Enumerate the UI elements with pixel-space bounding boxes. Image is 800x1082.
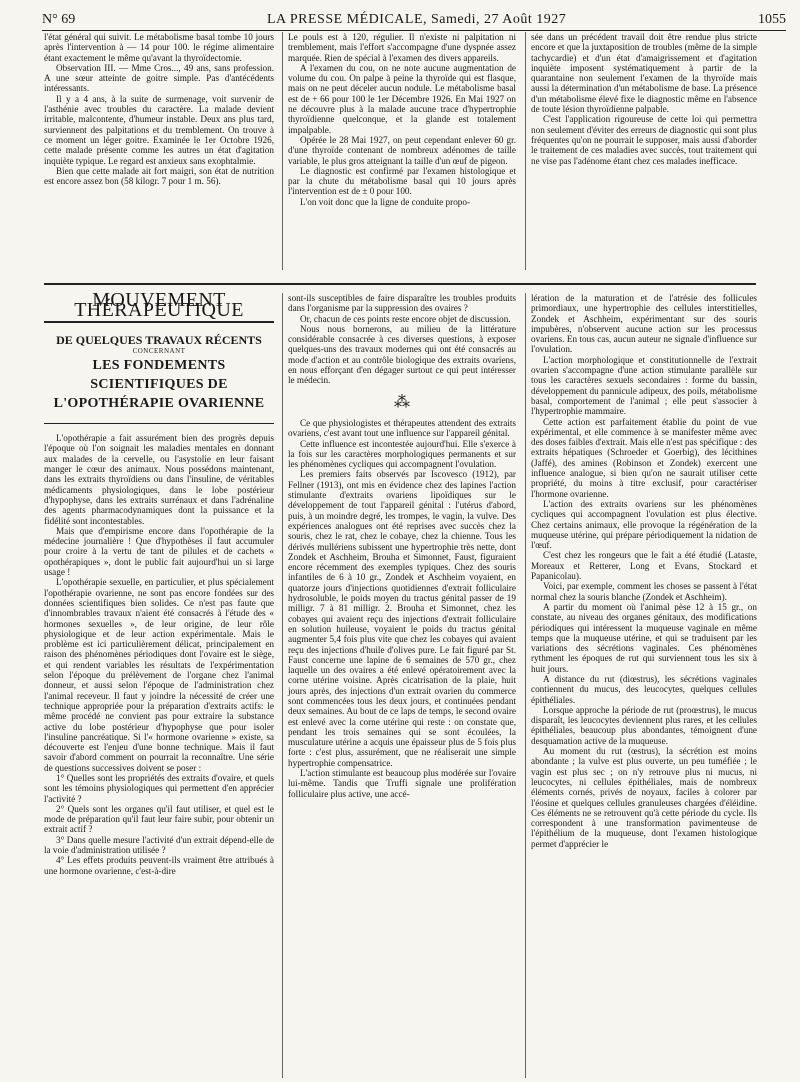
column-rule bbox=[525, 32, 526, 270]
paragraph: L'on voit donc que la ligne de conduite propo- bbox=[300, 196, 471, 207]
column-rule bbox=[282, 32, 283, 270]
journal-title: LA PRESSE MÉDICALE, Samedi, 27 Août 1927 bbox=[266, 12, 567, 27]
column-rule bbox=[282, 293, 283, 1078]
page-header bbox=[42, 6, 786, 31]
paragraph: L'opothérapie sexuelle, en particulier, et plus spécialement l'opothérapie ovarienne, ne sont pas encore fondées sur des données scientifiques bien solides. Ce n'est pas faute que d'innombrables travaux n'aient été consacrés à l'étude des « hormones sexuelles », de leur origine, de leur rôle physiologique et de leur action expérimentale. Mais le problème est ici particulièrement délicat, principalement en raison des phénomènes périodiques dont l'ovaire est le siège, et qui rendent variables les résultats de l'expérimentation selon l'époque du prélèvement de l'organe chez l'animal donneur, et aussi selon l'époque de l'administration chez l'animal receveur. Il faut y joindre la nécessité de créer une technique appropriée pour la préparation d'extraits actifs: le même procédé ne convient pas pour extraire la substance active du lobe postérieur d'hypophyse que pour isoler l'insuline pancréatique. Si l'« hormone ovarienne » existe, sa découverte est l'enjeu d'une bonne technique. Mais il faut savoir d'abord comment on pourrait la reconnaître. Une série de questions successives doivent se poser : bbox=[44, 577, 274, 773]
paragraph: Les premiers faits observés par Iscovesco (1912), par Fellner (1913), ont mis en évidence chez des lapines l'action stimulante d'extraits ovariens lipoïdiques sur le développement de tout l'appareil génital : l'utérus d'abord, puis, à un moindre degré, les trompes, le vagin, la vulve. Des expériences analogues ont été reprises avec succès chez la souris, chez le rat, chez le cobaye, chez la chienne. Tous les dérivés mullériens subissent une hypertrophie très nette, dont Zondek et Aschheim, Brouha et Simonnet, Faust, figuraient encore récemment des exemples typiques. Chez des souris infantiles de 6 à 10 gr., Zondek et Aschheim voyaient, en quatorze jours d'injections quotidiennes d'extrait folliculaire hydrosoluble, le poids moyen du tractus génital passer de 19 milligr. 7 à 81 milligr. 2. Brouha et Simonnet, chez les cobayes qui avaient reçu des injections d'extrait folliculaire en solution huileuse, voyaient le poids du tractus génital augmenter 5,4 fois plus vite que chez les cobayes qui avaient reçu des injections d'huile d'olives pure. Le fait figuré par St. Faust concerne une lapine de 6 semaines de 570 gr., chez laquelle un des ovaires a été enlevé opératoirement avec la corne utérine voisine. Après cicatrisation de la plaie, huit jours après, des injections d'un extrait ovarien du commerce sont commencées tous les deux jours, et continuées pendant deux semaines. Au bout de ce laps de temps, le second ovaire est enlevé avec la corne utérine qui reste : on constate que, pendant les trois semaines qui se sont écoulées, la musculature utérine a acquis une épaisseur plus de 5 fois plus forte : c'est plus, assurément, que ne réaliserait une simple hypertrophie compensatrice. bbox=[288, 469, 516, 768]
paragraph: Le diagnostic est confirmé par l'examen histologique et par la chute du métabolisme basal qui 10 jours après l'intervention est de ± 0 pour 100. bbox=[288, 165, 516, 197]
top-column-3 bbox=[531, 32, 757, 166]
title-rule bbox=[44, 423, 274, 424]
paragraph: Observation III. — Mme Cros..., 49 ans, sans profession. A une sœur atteinte de goitre simple. Pas d'antécédents intéressants. bbox=[44, 62, 274, 94]
paragraph: Il y a 4 ans, à la suite de surmenage, voit survenir de l'asthénie avec troubles du caractère. La malade devient irritable, malcontente, d'humeur instable. Deux ans plus tard, surviennent des palpitations et du tremblement. On trouve à ce moment un léger goitre. Examinée le 1er Octobre 1926, cette malade présente comme les autres un état d'agitation inquiète typique. Le regard est anxieux sans exophtalmie. bbox=[44, 93, 274, 166]
article-column-1-text bbox=[44, 433, 274, 876]
paragraph: Bien que cette malade ait fort maigri, son état de nutrition est encore assez bon (58 kilogr. 7 pour 1 m. 56). bbox=[44, 165, 274, 187]
paragraph: sée dans un précédent travail doit être rendue plus stricte encore et que la juxtaposition de troubles (même de la simple tachycardie) et d'un état d'amaigrissement et d'agitation inquiète imposent systématiquement à partir de la quarantaine non seulement l'examen de la thyroïde mais aussi la détermination d'un métabolisme de base. La présence d'un métabolisme élevé fixe le diagnostic même en l'absence de toute lésion thyroïdienne palpable. bbox=[531, 32, 757, 115]
page-number: 1055 bbox=[757, 12, 786, 27]
paragraph: A l'examen du cou, on ne note aucune augmentation de volume du cou. On palpe à peine la thyroïde qui est flasque, mais on ne peut déceler aucun nodule. Le métabolisme basal est de + 66 pour 100 le 1er Décembre 1926. En Mai 1927 on ne découvre plus à la malade aucune trace d'hypertrophie thyroïdienne quelconque, et la glande est totalement impalpable. bbox=[288, 62, 516, 135]
article-column-2-text-b bbox=[288, 418, 516, 799]
issue-number: N° 69 bbox=[42, 12, 76, 27]
article-column-3-text bbox=[531, 293, 757, 849]
asterism: ⁂ bbox=[394, 393, 410, 411]
column-rule bbox=[525, 293, 526, 1078]
paragraph: Cette action est parfaitement établie du point de vue expérimental, et elle commence à se manifester même avec des doses faibles d'extrait. Mais elle n'est pas spécifique : des extraits hépatiques (Schroeder et Goerbig), des lécithines (Jaffé), des amines (Robinson et Zondek) exercent une influence analogue, si bien qu'on ne saurait utiliser cette propriété, du moins à titre exclusif, pour caractériser l'hormone ovarienne. bbox=[531, 416, 757, 499]
paragraph: L'action morphologique et constitutionnelle de l'extrait ovarien s'accompagne d'une action stimulante parallèle sur tous les caractères sexuels secondaires : forme du bassin, développement du pannicule adipeux, des poils, métabolisme basal, comportement de l'animal ; elle peut s'associer à l'hypertrophie mammaire. bbox=[531, 354, 757, 417]
paragraph: Opérée le 28 Mai 1927, on peut cependant enlever 60 gr. d'une thyroïde contenant de nombreux adénomes de taille variable, le plus gros atteignant la taille d'un œuf de pigeon. bbox=[288, 134, 516, 166]
paragraph: C'est chez les rongeurs que le fait a été étudié (Lataste, Moreaux et Retterer, Long et Evans, Stockard et Papanicolau). bbox=[531, 550, 757, 582]
paragraph: L'action stimulante est beaucoup plus modérée sur l'ovaire lui-même. Tandis que Truffi signale une prolifération folliculaire plus active, une accé- bbox=[288, 768, 516, 799]
article-column-1 bbox=[44, 289, 274, 876]
paragraph: 3° Dans quelle mesure l'activité d'un extrait dépend-elle de la voie d'administration utilisée ? bbox=[44, 834, 274, 856]
paragraph: A partir du moment où l'animal pèse 12 à 15 gr., on constate, au niveau des organes génitaux, des modifications périodiques qui intéressent la muqueuse vaginale en même temps que la muqueuse utérine, et qui se traduisent par les variations des sécrétions vaginales. Ces phénomènes rythment les époques de rut qui surviennent tous les six à huit jours. bbox=[531, 601, 757, 674]
paragraph: Nous nous bornerons, au milieu de la littérature considérable consacrée à ces diverses questions, à exposer quelques-uns des travaux modernes qui ont été consacrés au mode d'action et au contrôle biologique des extraits ovariens, en nous efforçant d'en dégager surtout ce qui peut intéresser le médecin. bbox=[288, 323, 516, 386]
paragraph: 2° Quels sont les organes qu'il faut utiliser, et quel est le mode de préparation qu'il faut leur faire subir, pour obtenir un extrait actif ? bbox=[44, 803, 274, 835]
paragraph: Ce que physiologistes et thérapeutes attendent des extraits ovariens, c'est avant tout une influence sur l'appareil génital. bbox=[288, 417, 516, 439]
paragraph: A distance du rut (diœstrus), les sécrétions vaginales contiennent du mucus, des leucocytes, quelques cellules épithéliales. bbox=[531, 673, 757, 705]
article-column-3 bbox=[531, 293, 757, 849]
article-concernant: CONCERNANT bbox=[132, 346, 186, 355]
paragraph: Au moment du rut (œstrus), la sécrétion est moins abondante ; la vulve est plus ouverte, un peu tuméfiée ; le vagin est plus sec ; on n'y retrouve plus ni mucus, ni leucocytes, ni cellules épithéliales, mais de nombreux éléments cornés, privés de noyaux, faciles à colorer par l'éosine et quelques cellules granuleuses chargées d'éléidine. Ces éléments ne se retrouvent qu'à cette période du cycle. Ils correspondent à une transformation pavimenteuse de l'épithélium de la muqueuse, dont l'examen histologique permet d'apprécier le bbox=[531, 746, 757, 849]
section-divider bbox=[44, 283, 756, 285]
paragraph: l'état général qui suivit. Le métabolisme basal tombe 10 jours après l'intervention à — 14 pour 100. le régime alimentaire étant exactement le même qu'avant la thyroïdectomie. bbox=[44, 32, 274, 63]
paragraph: L'opothérapie a fait assurément bien des progrès depuis l'époque où l'on soignait les maladies mentales en donnant aux malades de la cervelle, ou l'asystolie en leur faisant manger le cœur des animaux. Nous possédons maintenant, dans les extraits thyroïdiens ou dans l'insuline, de véritables médicaments physiologiques, dans le lobe postérieur d'hypophyse, dans les extraits surrénaux et dans l'adrénaline des agents pharmacodynamiques dont la puissance et la fidélité sont incontestables. bbox=[44, 433, 274, 526]
paragraph: Or, chacun de ces points reste encore objet de discussion. bbox=[300, 313, 511, 324]
paragraph: Cette influence est incontestée aujourd'hui. Elle s'exerce à la fois sur les caractères morphologiques permanents et sur les phénomènes cycliques qui accompagnent l'ovulation. bbox=[288, 438, 516, 470]
article-column-2 bbox=[288, 293, 516, 799]
paragraph: 1° Quelles sont les propriétés des extraits d'ovaire, et quels sont les témoins physiologiques qui permettent d'en apprécier l'activité ? bbox=[44, 772, 274, 804]
paragraph: Le pouls est à 120, régulier. Il n'existe ni palpitation ni tremblement, mais l'effort s'accompagne d'une dyspnée assez marquée. Rien de spécial à l'examen des divers appareils. bbox=[288, 32, 516, 63]
section-title: MOUVEMENT THÉRAPEUTIQUE bbox=[44, 293, 274, 323]
paragraph: C'est l'application rigoureuse de cette loi qui permettra non seulement d'éviter des erreurs de diagnostic qui sont plus fréquentes qu'on ne pourrait le supposer, mais aussi d'aborder le traitement de ces maladies avec succès, tout traitement qui ne vise pas l'adénome étant chez ces malades inefficace. bbox=[531, 114, 757, 166]
paragraph: 4° Les effets produits peuvent-ils vraiment être attribués à une hormone ovarienne, c'est-à-dire bbox=[44, 855, 274, 876]
paragraph: Voici, par exemple, comment les choses se passent à l'état normal chez la souris blanche (Zondek et Aschheim). bbox=[531, 581, 757, 602]
paragraph: sont-ils susceptibles de faire disparaître les troubles produits dans l'organisme par la suppression des ovaires ? bbox=[288, 293, 516, 314]
paragraph: Lorsque approche la période de rut (proœstrus), le mucus disparaît, les leucocytes deviennent plus rares, et les cellules épithéliales, beaucoup plus abondantes, témoignent d'une desquamation active de la muqueuse. bbox=[531, 704, 757, 746]
top-column-2 bbox=[288, 32, 516, 207]
paragraph: Mais que d'empirisme encore dans l'opothérapie de la médecine journalière ! Que d'hypothèses il faut accumuler pour croire à la vertu de tant de pilules et de cachets « opothérapiques », dont le public fait aujourd'hui un si large usage ! bbox=[44, 525, 274, 578]
article-title: LES FONDEMENTS SCIENTIFIQUES DE L'OPOTHÉRAPIE OVARIENNE bbox=[53, 358, 265, 412]
paragraph: lération de la maturation et de l'atrésie des follicules primordiaux, une hypertrophie des cellules interstitielles, Zondek et Aschheim, expérimentant sur des souris impubères, n'observent aucune action sur les processus ovariens. En tous cas, aucun auteur ne signale d'influence sur l'ovulation. bbox=[531, 293, 757, 355]
paragraph: L'action des extraits ovariens sur les phénomènes cycliques qui accompagnent l'ovulation est plus élective. Chez certains animaux, elle provoque la régénération de la muqueuse utérine, qui prépare périodiquement la nidation de l'œuf. bbox=[531, 498, 757, 551]
top-column-1 bbox=[44, 32, 274, 186]
article-column-2-text-a bbox=[288, 293, 516, 386]
article-subtitle: DE QUELQUES TRAVAUX RÉCENTS bbox=[56, 332, 262, 347]
